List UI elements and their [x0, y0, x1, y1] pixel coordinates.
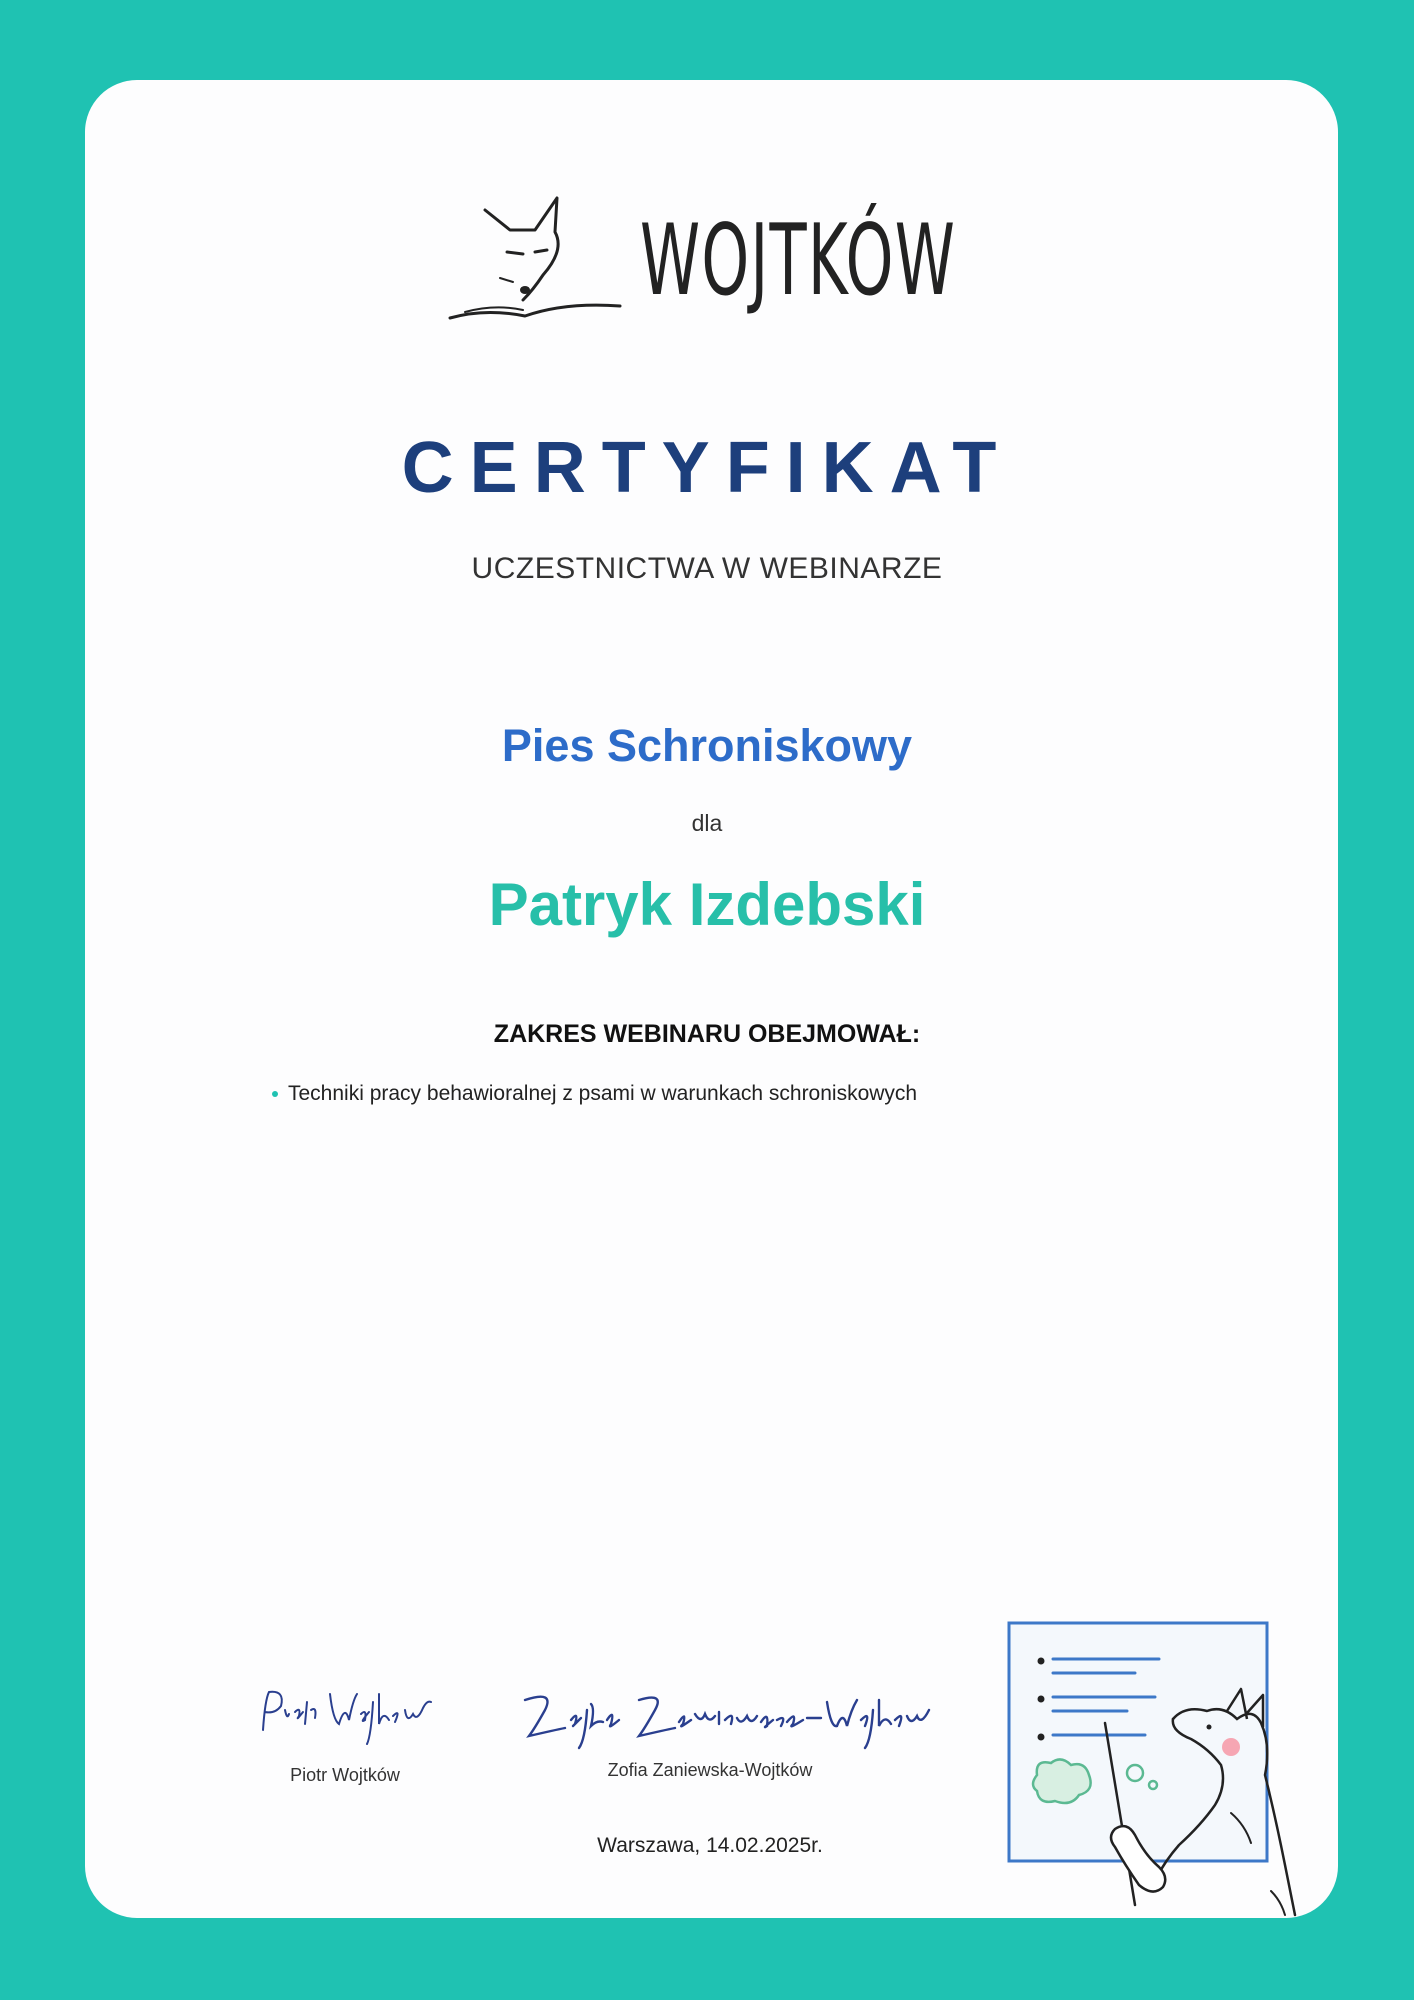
signatory-2-name: Zofia Zaniewska-Wojtków [607, 1760, 813, 1780]
recipient-name: Patryk Izdebski [488, 871, 926, 938]
signature-zofia [515, 1680, 935, 1750]
certificate-subtitle: UCZESTNICTWA W WEBINARZE [471, 552, 943, 585]
brand-name: WOJTKÓW [640, 204, 957, 318]
scope-list-item [272, 1082, 917, 1106]
signatory-1-name: Piotr Wojtków [290, 1765, 400, 1785]
fox-teacher-whiteboard-icon [995, 1615, 1335, 1925]
signature-piotr [255, 1680, 455, 1750]
webinar-title: Pies Schroniskowy [501, 720, 913, 771]
scope-item-text: Techniki pracy behawioralnej z psami w warunkach schroniskowych [288, 1082, 918, 1105]
certificate-title: CERTYFIKAT [401, 428, 1013, 508]
place-date: Warszawa, 14.02.2025r. [597, 1834, 823, 1857]
bullet-dot-icon [272, 1091, 278, 1097]
scope-heading: ZAKRES WEBINARU OBEJMOWAŁ: [493, 1020, 921, 1048]
for-label: dla [691, 810, 723, 836]
